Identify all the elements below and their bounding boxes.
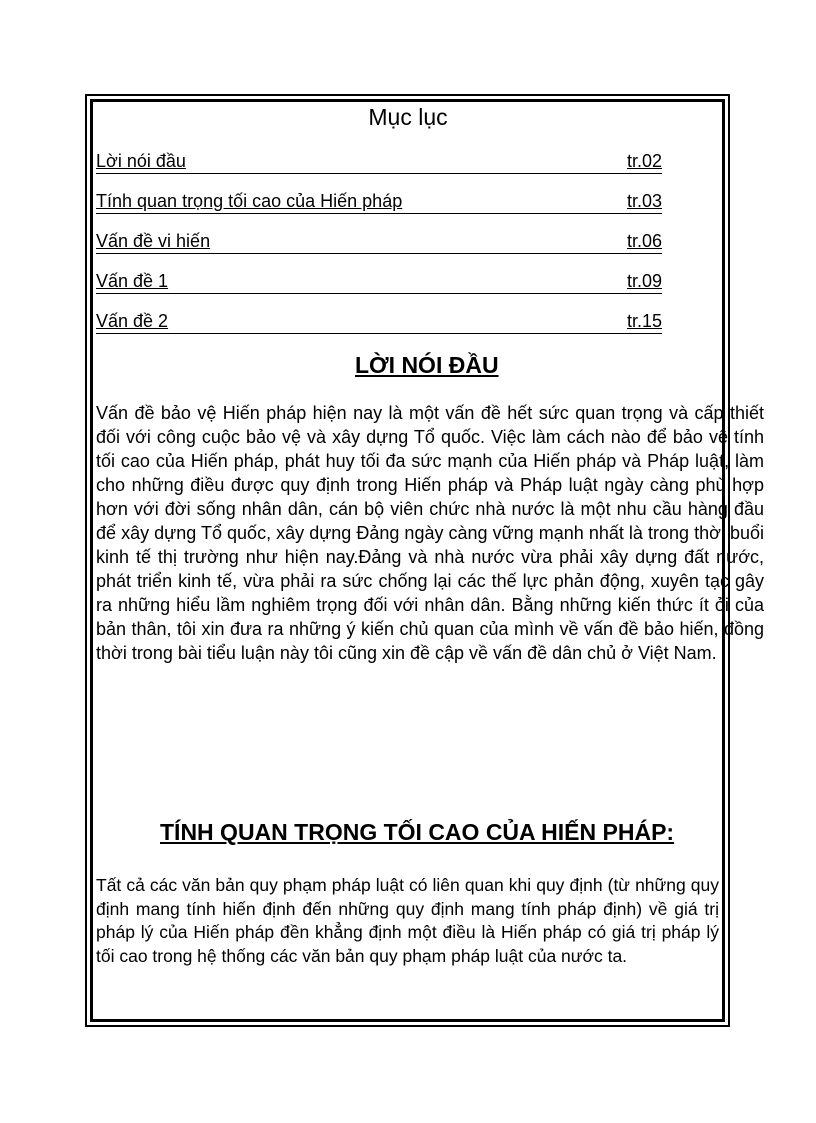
toc-item-label[interactable]: Lời nói đầu <box>96 151 186 171</box>
toc-item[interactable] <box>96 313 662 334</box>
toc-title: Mục lục <box>368 104 448 130</box>
toc-item-label[interactable]: Vấn đề 2 <box>96 311 169 331</box>
toc-item-label[interactable]: Tính quan trọng tối cao của Hiến pháp <box>96 191 403 211</box>
toc-item-page[interactable]: tr.09 <box>626 271 662 291</box>
toc-item-page[interactable]: tr.02 <box>626 151 662 171</box>
section-heading-intro: LỜI NÓI ĐẦU <box>355 352 499 378</box>
toc-item[interactable] <box>96 153 662 174</box>
toc-item[interactable] <box>96 193 662 214</box>
toc-item-page[interactable]: tr.03 <box>626 191 662 211</box>
toc-item-page[interactable]: tr.06 <box>626 231 662 251</box>
toc-item-label[interactable]: Vấn đề vi hiến <box>96 231 211 251</box>
toc-item[interactable] <box>96 273 662 294</box>
section-heading-supremacy: TÍNH QUAN TRỌNG TỐI CAO CỦA HIẾN PHÁP: <box>160 819 675 845</box>
toc-item-page[interactable]: tr.15 <box>626 311 662 331</box>
toc-item-label[interactable]: Vấn đề 1 <box>96 271 169 291</box>
supremacy-paragraph: Tất cả các văn bản quy phạm pháp luật có liên quan khi quy định (từ những quy định mang tính hiến định đến những quy định mang tính pháp định) về giá trị pháp lý của Hiến pháp đền khẳng định một điều là Hiến pháp có giá trị pháp lý tối cao trong hệ thống các văn bản quy phạm pháp luật của nước ta. <box>96 875 719 966</box>
toc-item[interactable] <box>96 233 662 254</box>
intro-paragraph: Vấn đề bảo vệ Hiến pháp hiện nay là một vấn đề hết sức quan trọng và cấp thiết đối với công cuộc bảo vệ và xây dựng Tổ quốc. Việc làm cách nào để bảo vệ tính tối cao của Hiến pháp, phát huy tối đa sức mạnh của Hiến pháp và Pháp luật, làm cho những điều được quy định trong Hiến pháp và Pháp luật ngày càng phù hợp hơn với đời sống nhân dân, cán bộ viên chức nhà nước là một nhu cầu hàng đầu để xây dựng Tổ quốc, xây dựng Đảng ngày càng vững mạnh nhất là trong thời buổi kinh tế thị trường như hiện nay.Đảng và nhà nước vừa phải xây dựng đất nước, phát triển kinh tế, vừa phải ra sức chống lại các thế lực phản động, xuyên tạc gây ra những hiểu lầm nghiêm trọng đối với nhân dân. Bằng những kiến thức ít ỏi của bản thân, tôi xin đưa ra những ý kiến chủ quan của mình về vấn đề bảo hiến, đồng thời trong bài tiểu luận này tôi cũng xin đề cập về vấn đề dân chủ ở Việt Nam. <box>96 403 764 663</box>
